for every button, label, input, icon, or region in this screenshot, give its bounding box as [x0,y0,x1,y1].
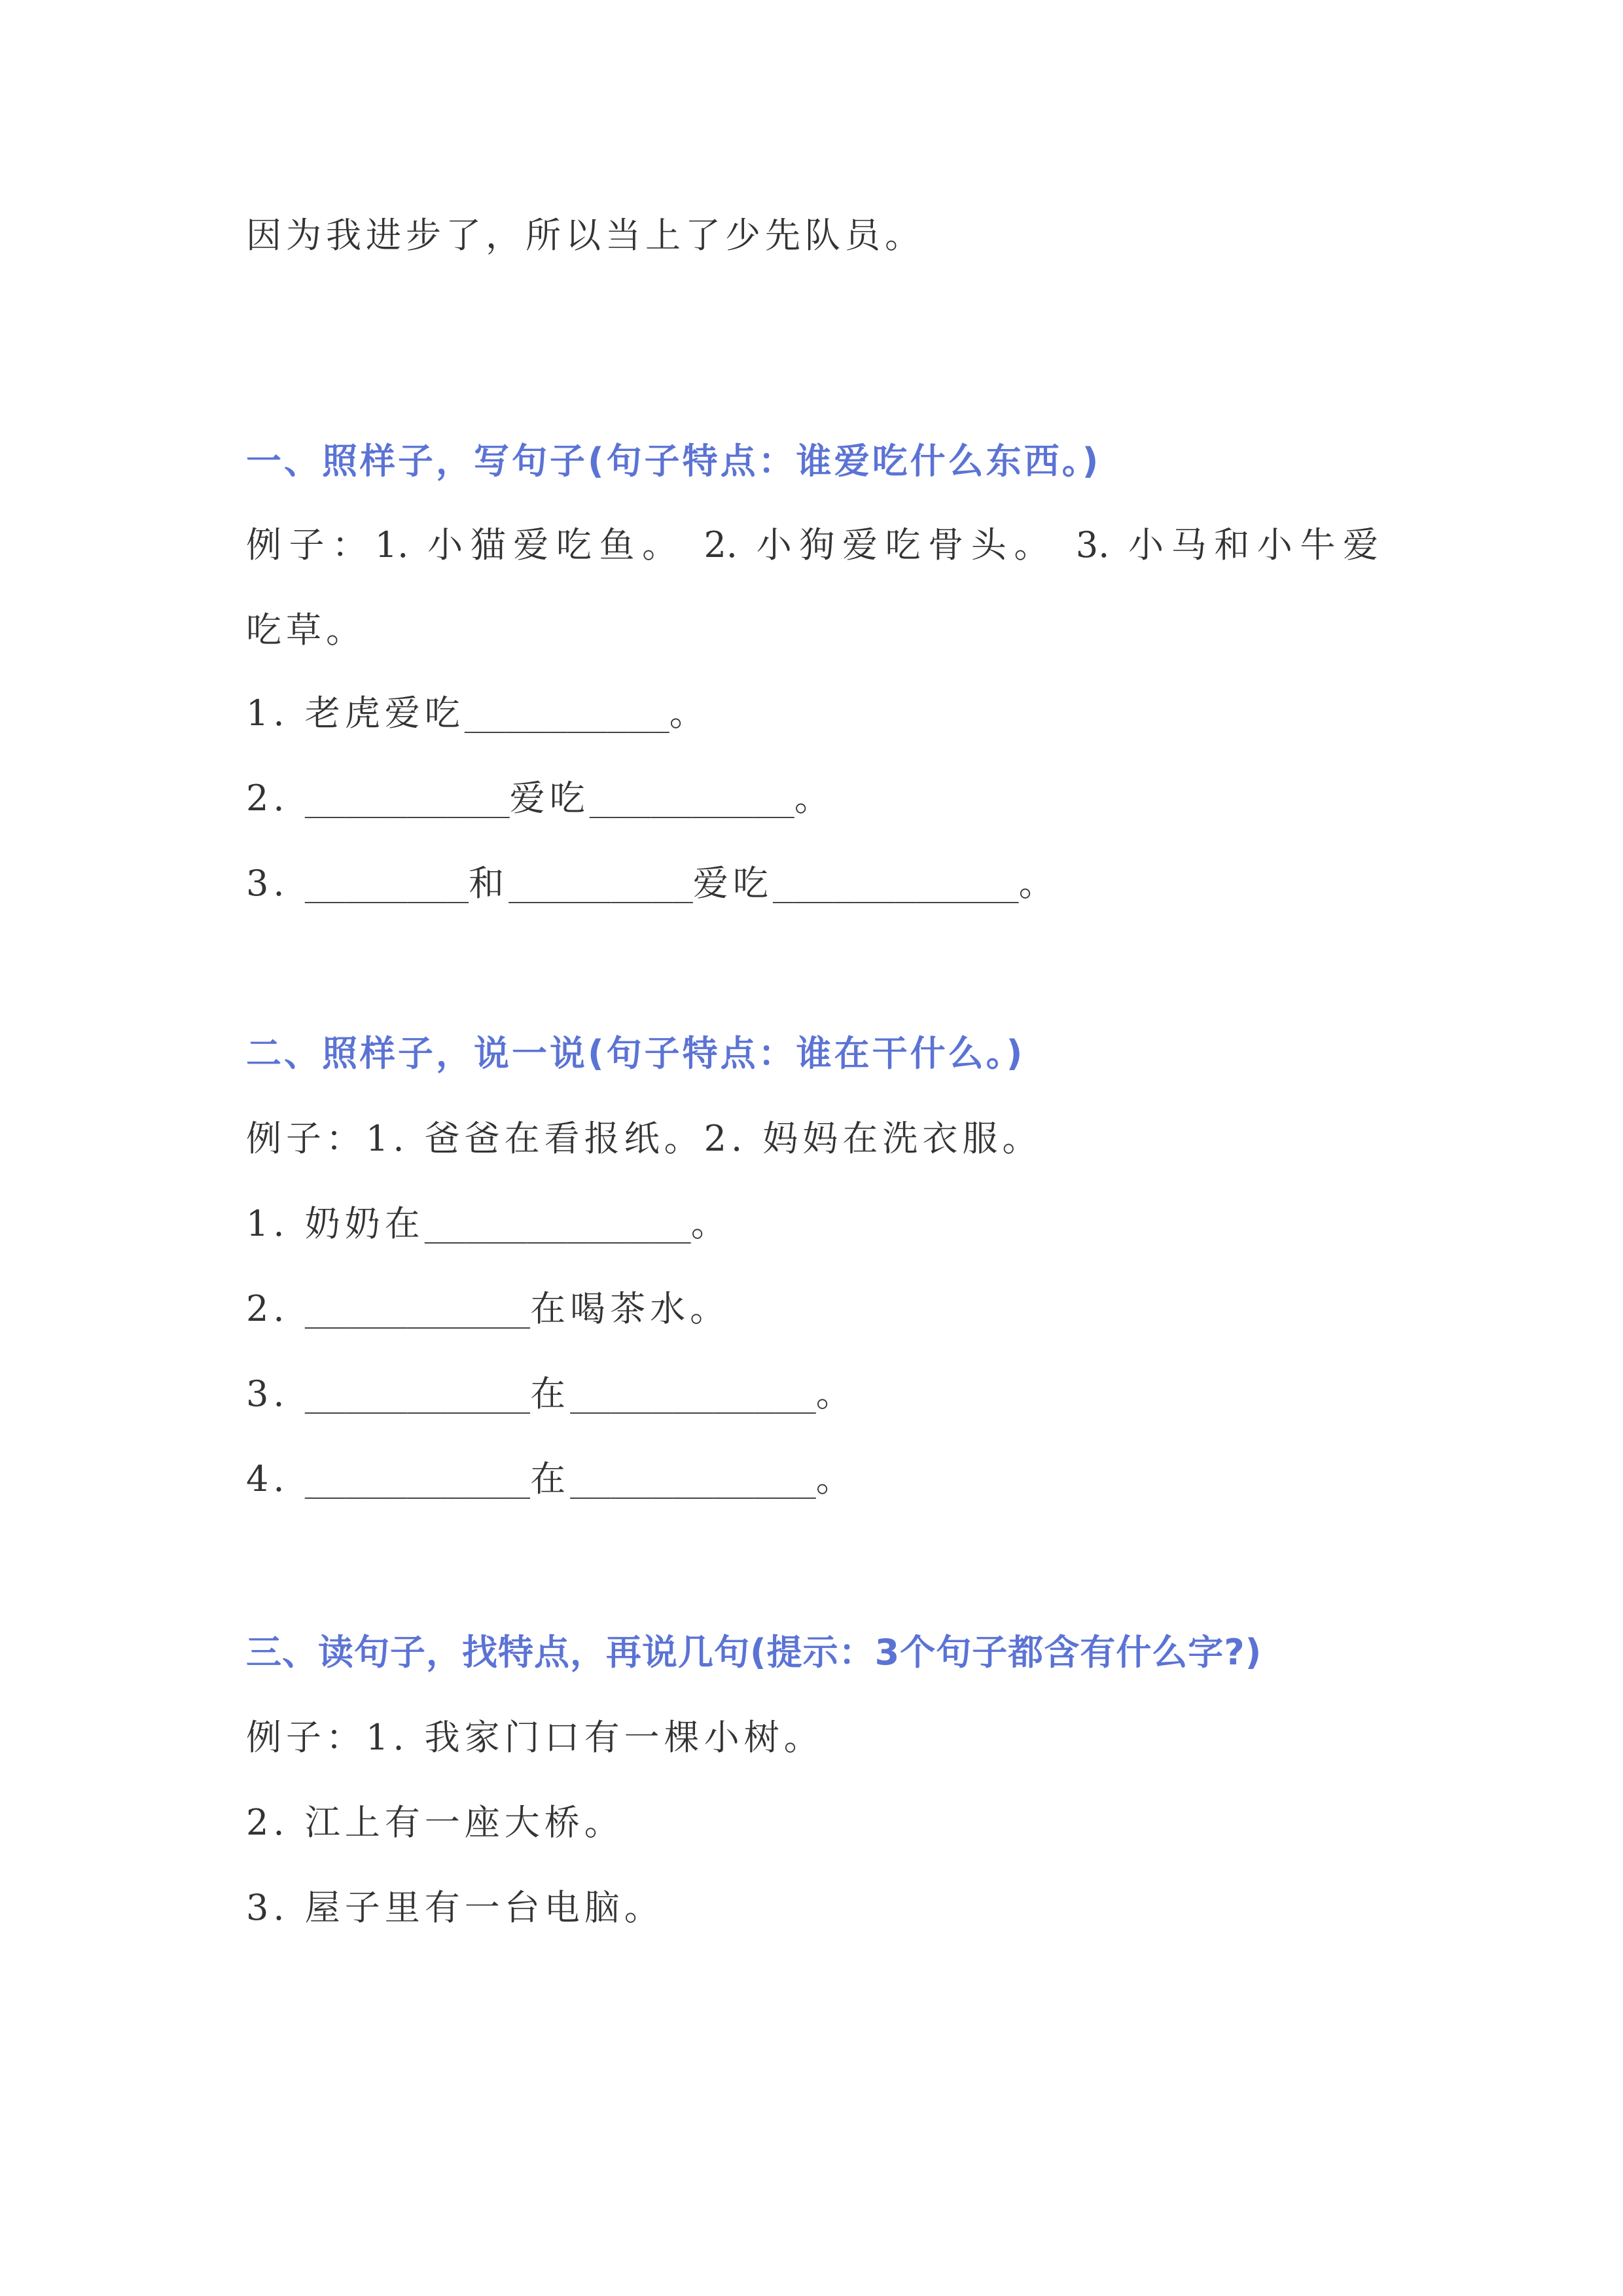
section-1-heading: 一、照样子，写句子(句子特点：谁爱吃什么东西。) [246,440,1101,482]
section-2-item-4 [246,1456,856,1503]
fill-blank[interactable]: ____________ [772,865,1019,904]
section-3-heading: 三、读句子，找特点，再说几句(提示：3个句子都含有什么字?) [246,1632,1262,1673]
item-number: 2. [246,778,289,819]
item-text: 。 [690,1203,731,1244]
section-1-item-2 [246,776,834,822]
section-2-example-line-1: 例子：1. 爸爸在看报纸。2. 妈妈在洗衣服。 [246,1118,1043,1159]
item-text: 在喝茶水。 [530,1288,730,1329]
section-1-example-line-1: 例子：1. 小猫爱吃鱼。 2. 小狗爱吃骨头。 3. 小马和小牛爱 [246,524,1378,565]
section-2-item-1 [246,1201,731,1247]
fill-blank[interactable]: ____________ [570,1460,816,1499]
fill-blank[interactable]: _____________ [424,1205,691,1244]
section-1-example-line-2: 吃草。 [246,609,366,651]
item-text: 。 [815,1458,856,1499]
section-1-item-3 [246,861,1059,907]
fill-blank[interactable]: __________ [304,780,510,819]
section-3-example-line-1: 例子：1. 我家门口有一棵小树。 [246,1717,824,1758]
item-text: 爱吃 [509,778,590,819]
fill-blank[interactable]: ____________ [570,1375,816,1414]
fill-blank[interactable]: ___________ [304,1290,531,1329]
item-text: 江上有一座大桥。 [304,1802,624,1843]
item-number: 4. [246,1458,289,1499]
section-2-item-2 [246,1286,730,1333]
section-3-item-3 [246,1885,664,1931]
fill-blank[interactable]: _________ [508,865,693,904]
item-text: 爱吃 [692,863,773,904]
item-text: 在 [530,1373,571,1414]
section-3-item-2 [246,1800,624,1846]
item-text: 和 [469,863,509,904]
section-2-heading: 二、照样子，说一说(句子特点：谁在干什么。) [246,1033,1026,1074]
item-text: 在 [530,1458,571,1499]
item-number: 1. [246,1203,289,1244]
item-text: 奶奶在 [304,1203,425,1244]
section-1-item-1 [246,691,709,737]
item-number: 2. [246,1802,289,1843]
fill-blank[interactable]: __________ [464,694,669,734]
item-text: 老虎爱吃 [304,692,465,734]
fill-blank[interactable]: __________ [589,780,794,819]
intro-sentence: 因为我进步了，所以当上了少先队员。 [246,215,925,256]
item-text: 屋子里有一台电脑。 [304,1887,664,1928]
item-text: 。 [669,692,709,734]
fill-blank[interactable]: ___________ [304,1375,531,1414]
item-text: 。 [815,1373,856,1414]
item-number: 3. [246,1887,289,1928]
item-number: 2. [246,1288,289,1329]
item-number: 3. [246,863,289,904]
item-number: 3. [246,1373,289,1414]
fill-blank[interactable]: ___________ [304,1460,531,1499]
section-2-item-3 [246,1371,856,1418]
fill-blank[interactable]: ________ [304,865,469,904]
item-text: 。 [794,778,834,819]
item-text: 。 [1018,863,1059,904]
item-number: 1. [246,692,289,734]
